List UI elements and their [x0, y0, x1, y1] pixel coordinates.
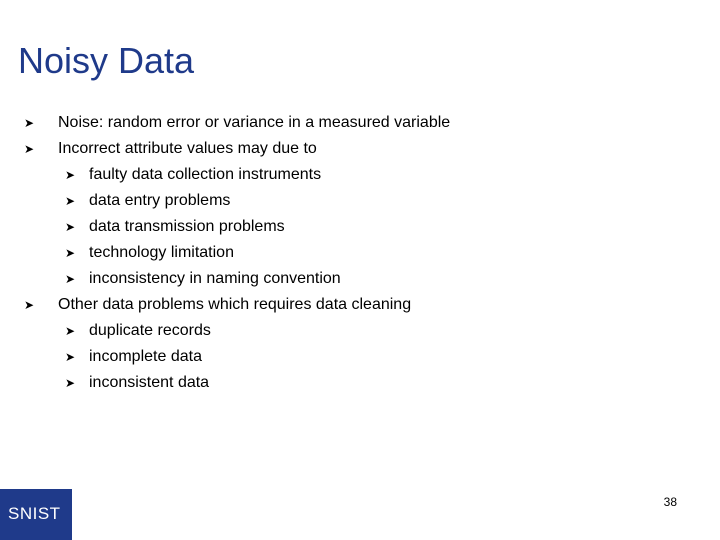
arrow-right-icon: ➤ [65, 194, 76, 208]
arrow-right-icon: ➤ [65, 168, 76, 182]
arrow-right-icon: ➤ [65, 376, 76, 390]
arrow-right-icon: ➤ [24, 142, 35, 156]
arrow-right-icon: ➤ [65, 272, 76, 286]
sub-bullet-text: faulty data collection instruments [89, 166, 322, 183]
sub-bullet-text: technology limitation [89, 244, 234, 261]
sub-bullet-text: inconsistency in naming convention [89, 270, 341, 287]
bullet-item [0, 136, 700, 162]
page-number: 38 [663, 495, 677, 509]
arrow-right-icon: ➤ [65, 246, 76, 260]
bullet-text: Noise: random error or variance in a measured variable [58, 114, 451, 131]
slide-title: Noisy Data [18, 40, 195, 81]
bullet-text: Incorrect attribute values may due to [58, 140, 317, 157]
arrow-right-icon: ➤ [24, 298, 35, 312]
sub-bullet-item [0, 318, 700, 344]
sub-bullet-item [0, 188, 700, 214]
bullet-list [0, 110, 700, 396]
sub-bullet-item [0, 214, 700, 240]
bullet-item [0, 292, 700, 318]
sub-bullet-item [0, 162, 700, 188]
arrow-right-icon: ➤ [65, 324, 76, 338]
sub-bullet-text: duplicate records [89, 322, 211, 339]
arrow-right-icon: ➤ [65, 220, 76, 234]
sub-bullet-item [0, 240, 700, 266]
bullet-text: Other data problems which requires data cleaning [58, 296, 412, 313]
bullet-item [0, 110, 700, 136]
arrow-right-icon: ➤ [24, 116, 35, 130]
sub-bullet-text: data entry problems [89, 192, 231, 209]
sub-bullet-text: data transmission problems [89, 218, 285, 235]
sub-bullet-item [0, 344, 700, 370]
sub-bullet-item [0, 266, 700, 292]
sub-bullet-item [0, 370, 700, 396]
logo-text: SNIST [8, 504, 61, 523]
sub-bullet-text: incomplete data [89, 348, 202, 365]
sub-bullet-text: inconsistent data [89, 374, 210, 391]
arrow-right-icon: ➤ [65, 350, 76, 364]
